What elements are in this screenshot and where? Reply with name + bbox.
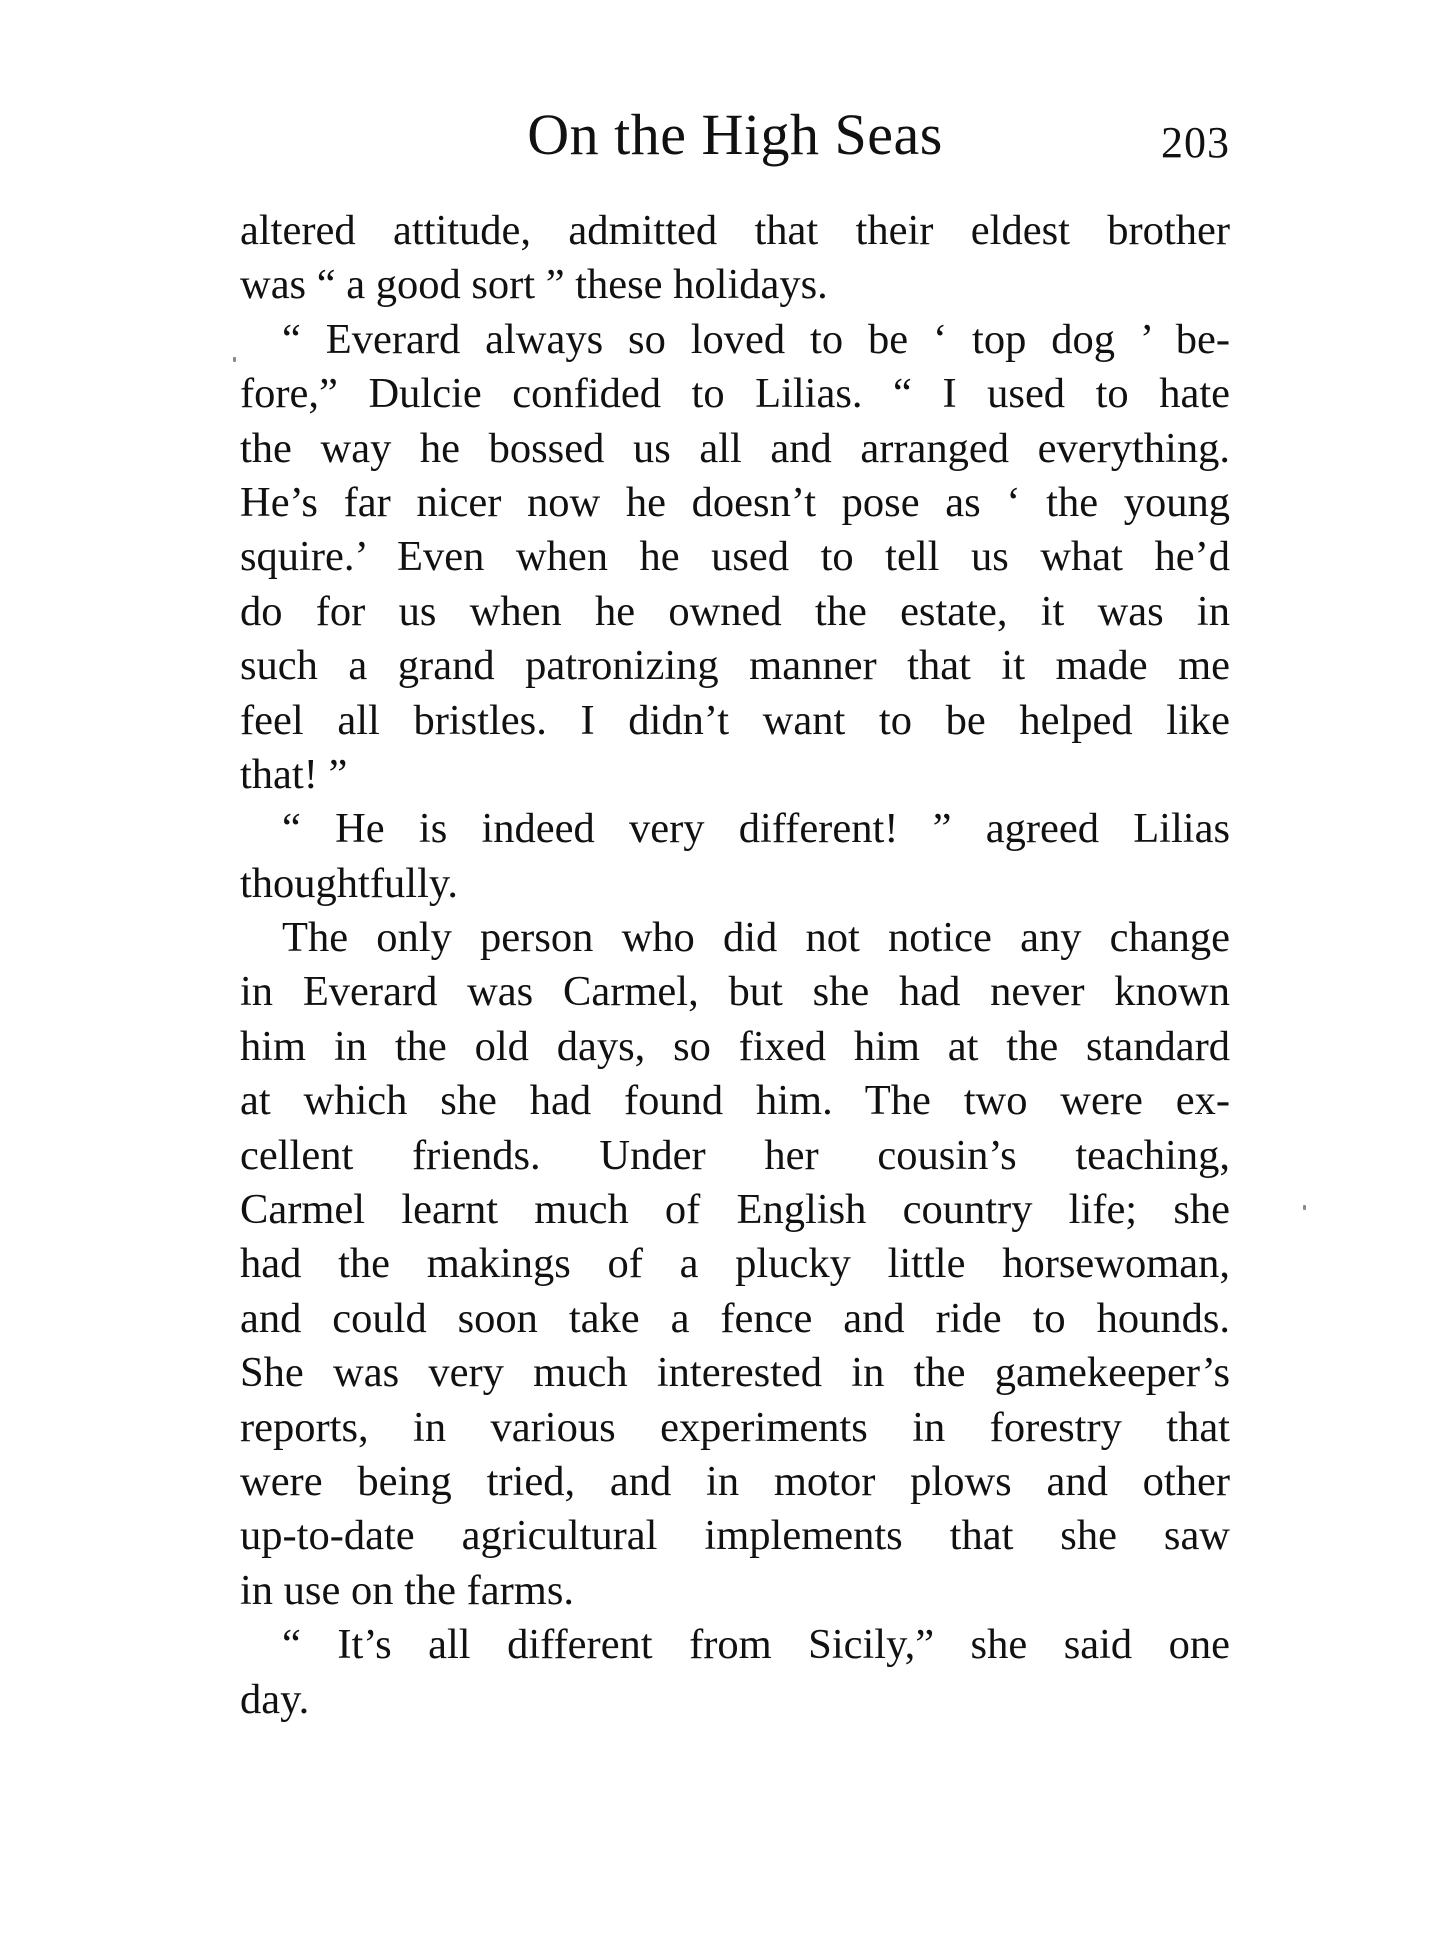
text-line: “ Everard always so loved to be ‘ top dog ’ be- [282,315,1230,363]
text-line: the way he bossed us all and arranged everything. [240,424,1230,472]
text-line: “ He is indeed very different! ” agreed Lilias [282,805,1230,853]
text-line: “ It’s all different from Sicily,” she said one [282,1621,1230,1669]
text-line: squire.’ Even when he used to tell us what he’d [240,533,1230,581]
text-line: altered attitude, admitted that their eldest brother [240,207,1230,254]
text-line: in Everard was Carmel, but she had never known [240,968,1230,1016]
text-line: up-to-date agricultural implements that she saw [240,1512,1230,1560]
text-line: thoughtfully. [240,859,458,907]
text-line: was “ a good sort ” these holidays. [240,261,828,309]
text-line: Carmel learnt much of English country life; she [240,1186,1230,1234]
text-line: were being tried, and in motor plows and other [240,1457,1230,1505]
text-line: cellent friends. Under her cousin’s teaching, [240,1131,1230,1179]
print-speck [1303,1205,1306,1210]
text-line: fore,” Dulcie confided to Lilias. “ I used to hate [240,370,1230,418]
text-line: in use on the farms. [240,1566,575,1614]
text-line: and could soon take a fence and ride to hounds. [240,1294,1230,1342]
text-line: at which she had found him. The two were ex- [240,1077,1230,1125]
text-line: reports, in various experiments in forestry that [240,1403,1230,1451]
text-line: He’s far nicer now he doesn’t pose as ‘ the young [240,478,1230,526]
text-line: do for us when he owned the estate, it was in [240,587,1230,635]
running-head-title: On the High Seas [527,102,943,167]
running-head [240,100,1230,170]
body-text [240,204,1230,1727]
text-line: She was very much interested in the gamekeeper’s [240,1349,1230,1397]
page-number: 203 [1161,118,1230,167]
text-line: feel all bristles. I didn’t want to be helped like [240,696,1230,744]
text-line: such a grand patronizing manner that it made me [240,642,1230,690]
text-line: had the makings of a plucky little horsewoman, [240,1240,1230,1288]
text-line: day. [240,1675,310,1723]
text-line: The only person who did not notice any change [282,914,1230,962]
text-line: that! ” [240,750,348,798]
text-line: him in the old days, so fixed him at the standard [240,1022,1230,1070]
print-speck [233,357,236,362]
